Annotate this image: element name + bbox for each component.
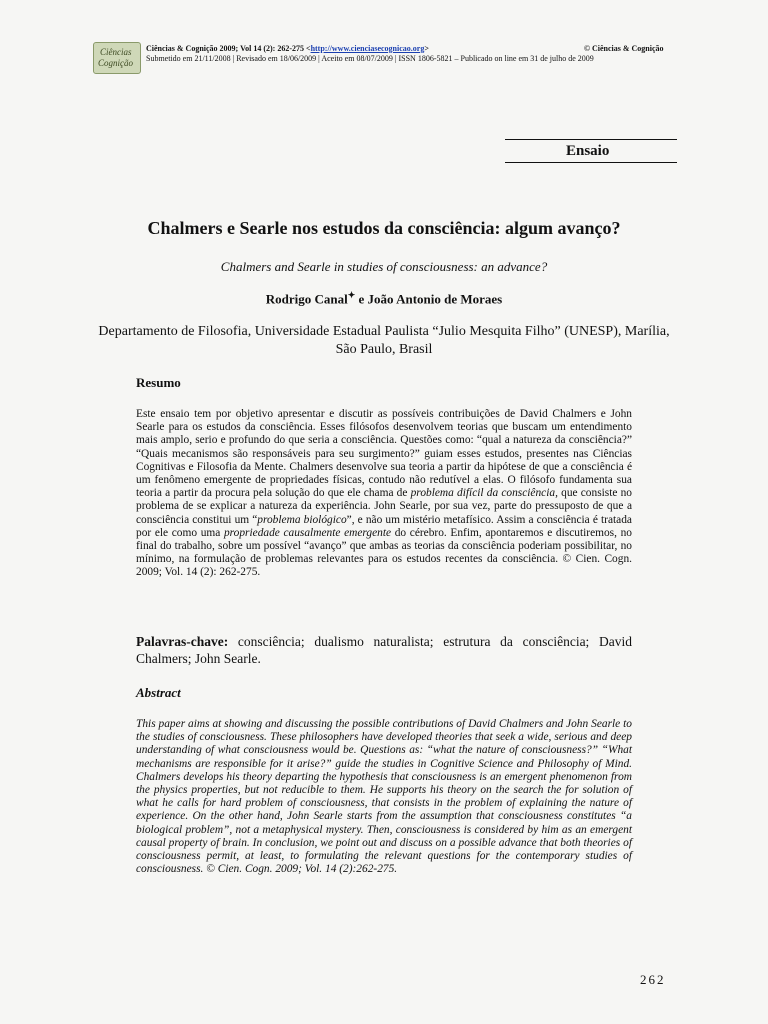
article-title: Chalmers e Searle nos estudos da consciência: algum avanço? bbox=[147, 218, 621, 238]
copyright-notice: © Ciências & Cognição bbox=[584, 44, 664, 53]
abstract-heading: Abstract bbox=[136, 685, 181, 700]
section-rule-top bbox=[505, 139, 677, 140]
keywords bbox=[136, 633, 632, 667]
section-rule-bottom bbox=[505, 162, 677, 163]
keywords-text: consciência; dualismo naturalista; estrutura da consciência; David Chalmers; John Searle. bbox=[136, 634, 632, 666]
submission-dates: Submetido em 21/11/2008 | Revisado em 18/06/2009 | Aceito em 08/07/2009 | ISSN 1806-5821 – Publicado on line em 31 de julho de 2009 bbox=[146, 54, 594, 63]
journal-logo bbox=[93, 42, 141, 74]
resumo-heading: Resumo bbox=[136, 375, 181, 390]
author-rest: e João Antonio de Moraes bbox=[355, 291, 503, 307]
author-footnote-marker[interactable]: ✦ bbox=[347, 290, 356, 300]
logo-text-bottom: Cognição bbox=[98, 58, 133, 68]
logo-text-top: Ciências bbox=[100, 47, 132, 57]
article-subtitle: Chalmers and Searle in studies of consciousness: an advance? bbox=[220, 259, 548, 274]
abstract-body: This paper aims at showing and discussing the possible contributions of David Chalmers and John Searle to the studies of consciousness. These philosophers have developed theories that seek a wide, serious and deep understanding of what consciousness would be. Questions as: “what the nature of consciousness?” “What mechanisms are responsible for it arise?” guide the studies in Cognitive Science and Philosophy of Mind. Chalmers develops his theory departing the hypothesis that consciousness is an emergent phenomenon from the physics properties, but not reducible to them. He supports his theory on the search the for solution of what he calls for hard problem of consciousness, that consists in the problem of explaining the nature of experience. On the other hand, John Searle starts from the assumption that consciousness constitutes “a biological problem”, not a metaphysical mystery. Then, consciousness is considered by him as an emergent causal property of brain. In conclusion, we point out and discuss on a possible advance that both theories of consciousness permit, at least, to formulating the relevant questions for the contemporary studies of consciousness. © Cien. Cogn. 2009; Vol. 14 (2):262-275. bbox=[136, 718, 632, 876]
page-number: 262 bbox=[640, 972, 666, 987]
authors bbox=[0, 290, 768, 307]
keywords-label: Palavras-chave: bbox=[136, 634, 229, 649]
journal-citation-line: Ciências & Cognição 2009; Vol 14 (2): 262-275 <http://www.cienciasecognicao.org> bbox=[146, 44, 429, 53]
resumo-body: Este ensaio tem por objetivo apresentar e discutir as possíveis contribuições de David Chalmers e John Searle para os estudos da consciência. Esses filósofos desenvolvem teorias que buscam um entendimento mais amplo, serio e profundo do que seria a consciência. Questões como: “qual a natureza da consciência?” “Quais mecanismos são responsáveis para seu surgimento?” guiam esses estudos, presentes nas Ciências Cognitivas e Filosofia da Mente. Chalmers desenvolve sua teoria a partir da hipótese de que a consciência é um fenômeno emergente de propriedades físicas, contudo não redutível a elas. O filósofo fundamenta sua teoria a partir da procura pela solução do que ele chama de problema difícil da consciência, que consiste no problema de se explicar a natureza da experiência. John Searle, por sua vez, parte do pressuposto de que a consciência constitui um “problema biológico”, e não um mistério metafísico. Assim a consciência é tratada por ele como uma propriedade causalmente emergente do cérebro. Enfim, apontaremos e discutiremos, no final do trabalho, sobre um possível “avanço” que ambas as teorias da consciência poderiam possibilitar, no mínimo, na formulação de problemas relevantes para os estudos recentes da consciência. © Cien. Cogn. 2009; Vol. 14 (2): 262-275. bbox=[136, 408, 633, 579]
affiliation: Departamento de Filosofia, Universidade Estadual Paulista “Julio Mesquita Filho” (UNESP), Marília, São Paulo, Brasil bbox=[98, 324, 670, 357]
journal-url-link[interactable]: http://www.cienciasecognicao.org bbox=[310, 44, 425, 53]
section-label: Ensaio bbox=[566, 143, 610, 159]
author-first: Rodrigo Canal bbox=[265, 291, 348, 307]
